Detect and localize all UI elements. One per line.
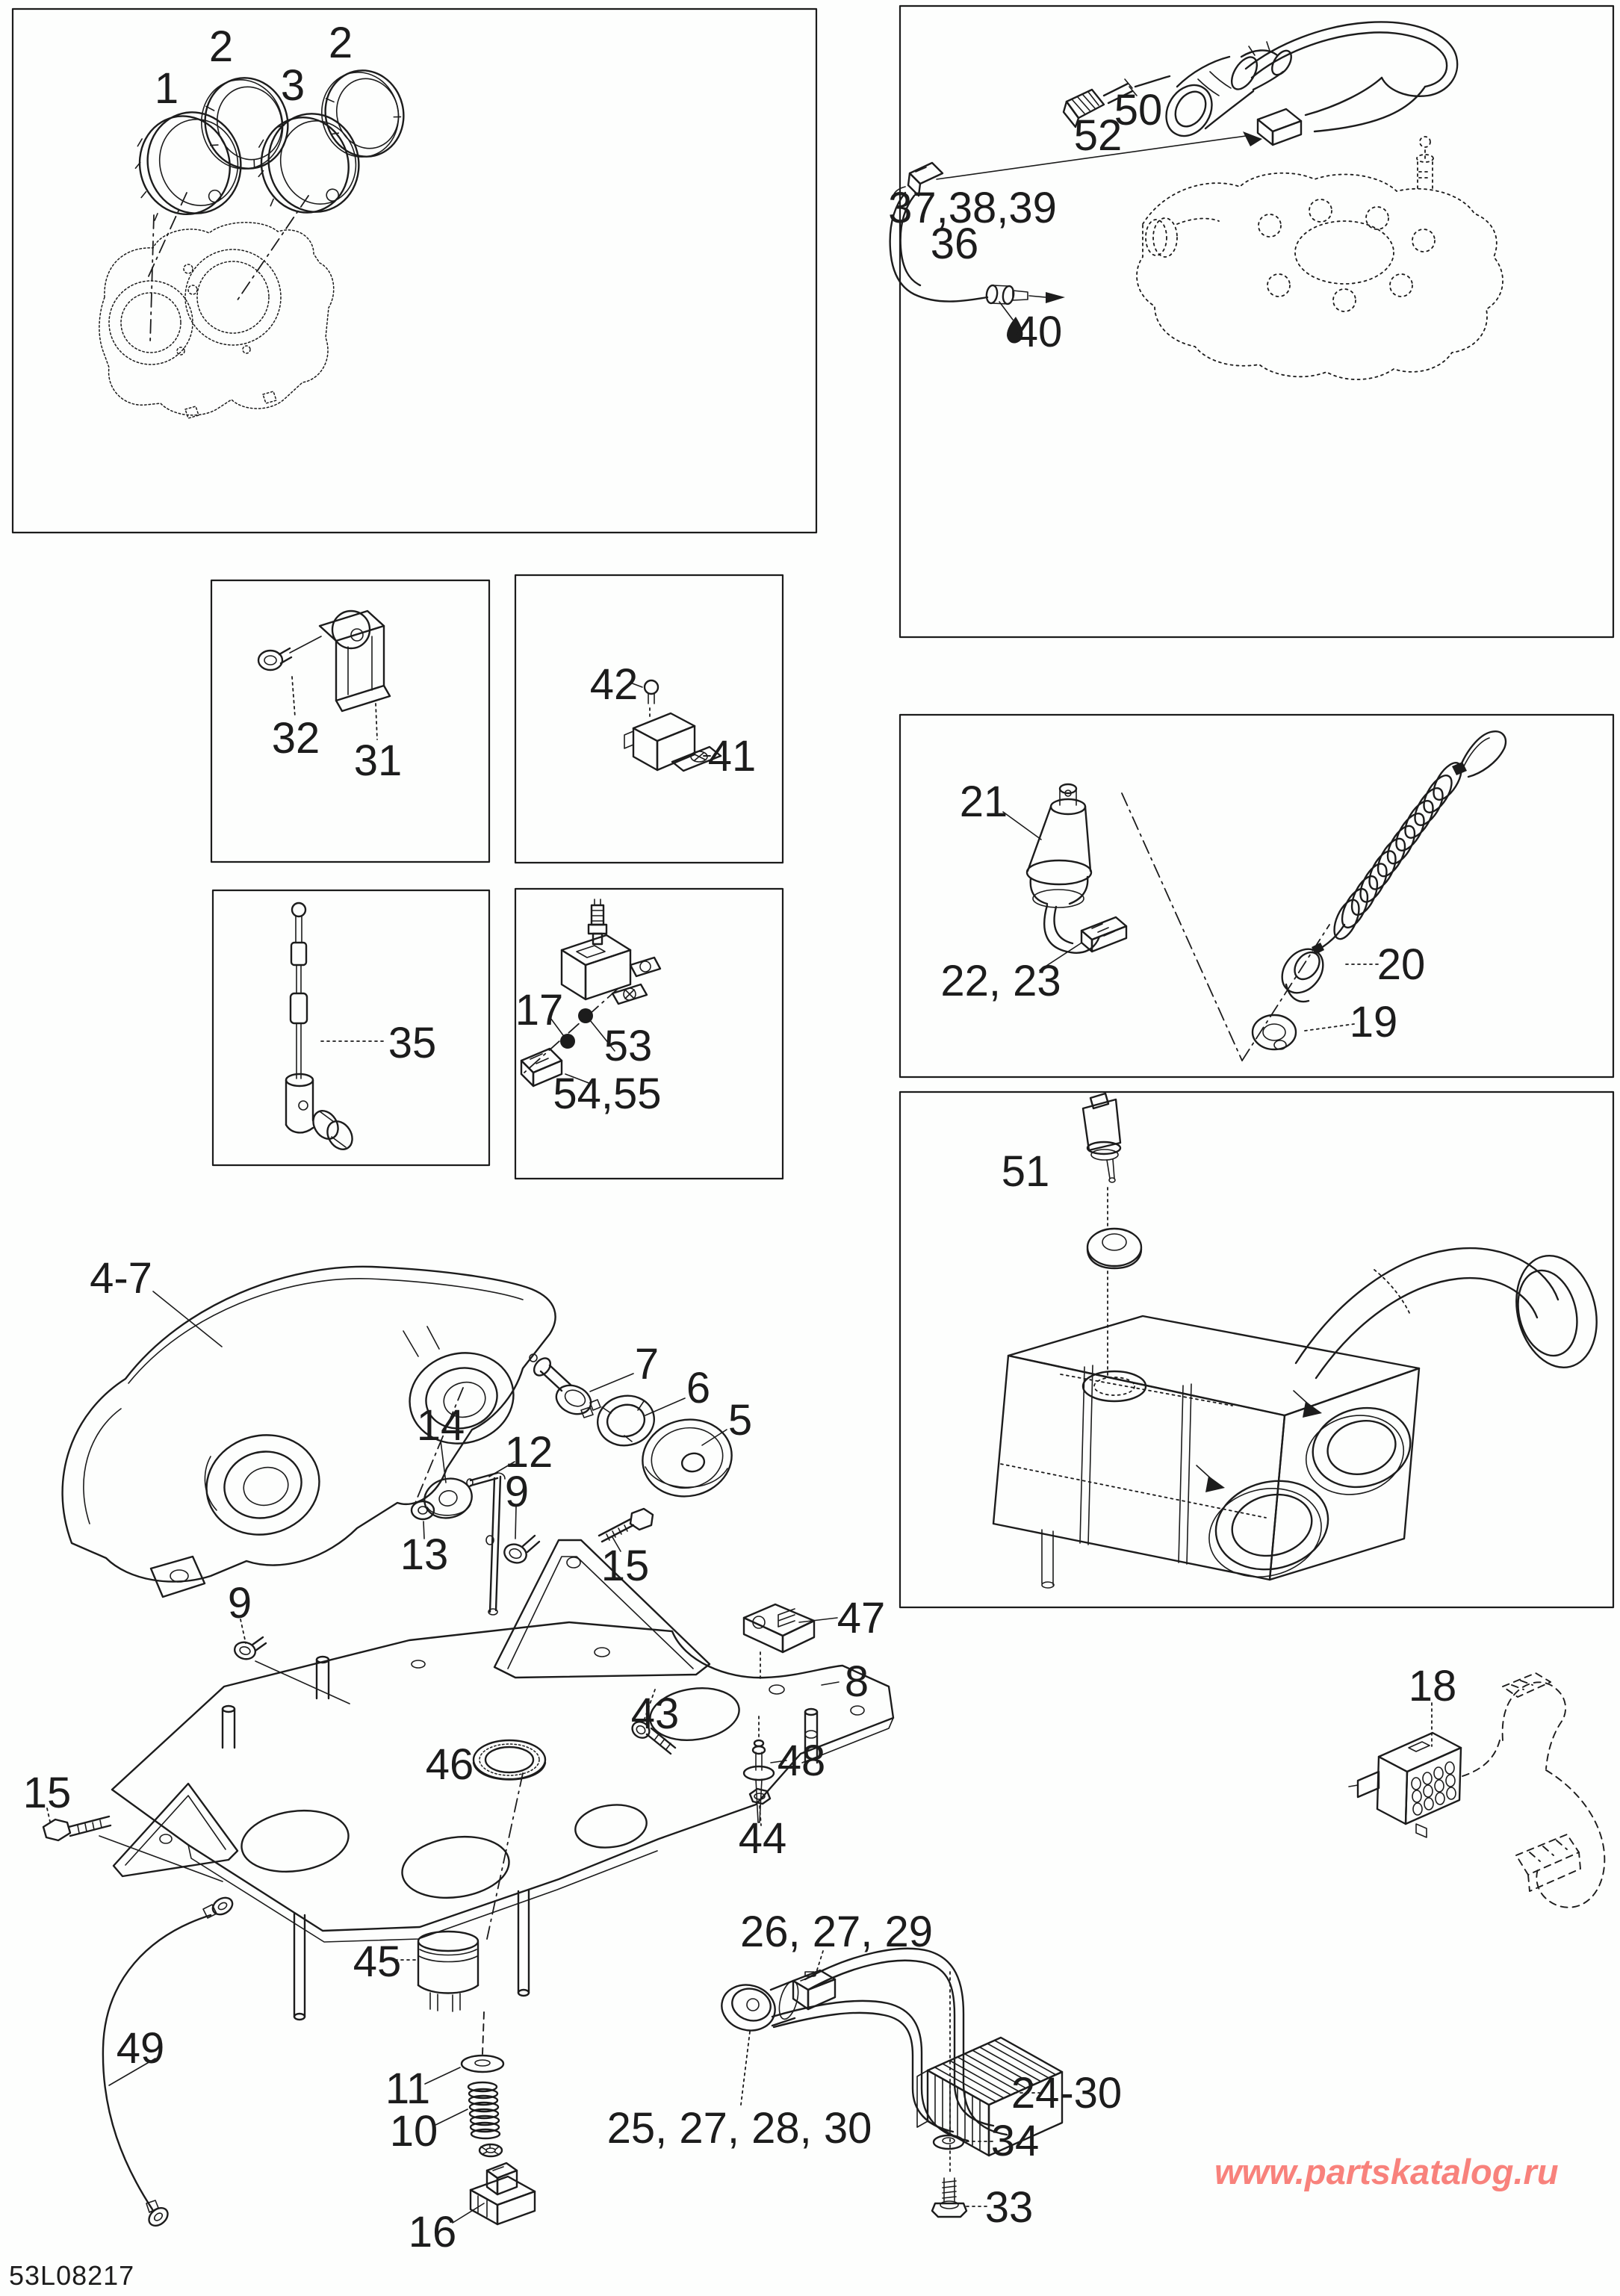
washer-11 <box>462 2055 503 2072</box>
part-label-40: 40 <box>1014 308 1063 356</box>
part-label-2a: 2 <box>208 22 234 71</box>
relay-drawing <box>624 680 721 771</box>
part-label-8: 8 <box>844 1657 869 1706</box>
part-label-44: 44 <box>738 1814 787 1863</box>
headlight-drawing <box>63 1267 739 1678</box>
panel-relay <box>515 575 783 863</box>
part-label-4-7: 4-7 <box>90 1254 152 1303</box>
grommet <box>1087 1229 1141 1268</box>
part-label-45: 45 <box>353 1937 402 1986</box>
panel-engine-harness <box>900 6 1613 637</box>
part-label-5: 5 <box>727 1396 753 1445</box>
air-intake-drawing <box>993 1093 1608 1589</box>
part-label-17: 17 <box>515 986 564 1034</box>
part-label-36: 36 <box>930 220 979 268</box>
part-label-24-30: 24-30 <box>1011 2069 1123 2117</box>
part-label-33: 33 <box>984 2183 1034 2232</box>
part-label-37-38-39: 37,38,39 <box>888 184 1057 232</box>
part-label-35: 35 <box>388 1019 437 1067</box>
part-label-3: 3 <box>280 61 305 110</box>
part-number-labels <box>23 19 1457 2256</box>
intake-silencer-body <box>993 1247 1608 1589</box>
harness-end-connector <box>1243 109 1301 146</box>
switch-16 <box>471 2163 535 2224</box>
panel-frames <box>13 6 1613 1607</box>
part-label-7: 7 <box>634 1340 660 1389</box>
instrument-cluster-drawing <box>99 62 413 418</box>
part-label-21: 21 <box>959 778 1008 826</box>
part-label-26-27-29: 26, 27, 29 <box>740 1908 933 1956</box>
part-label-14: 14 <box>416 1401 465 1450</box>
part-label-1: 1 <box>154 64 179 113</box>
plate-gusset-left <box>114 1784 238 1876</box>
part-label-49: 49 <box>116 2024 165 2073</box>
bolt-33 <box>932 2178 966 2217</box>
part-label-18: 18 <box>1408 1662 1457 1710</box>
washer-34 <box>934 2135 963 2149</box>
spark-plug-protector <box>1157 42 1295 144</box>
ring-19 <box>1253 1015 1296 1049</box>
connector-25-27-28-30 <box>716 1979 801 2037</box>
connector-18-drawing <box>1349 1673 1604 1908</box>
part-label-43: 43 <box>630 1690 680 1738</box>
relay-41 <box>624 713 721 771</box>
part-label-15-headlight: 15 <box>600 1542 650 1590</box>
rubber-cap-5 <box>636 1412 739 1505</box>
grommet-14 <box>420 1474 477 1523</box>
part-label-54-55: 54,55 <box>553 1070 662 1118</box>
screw-42 <box>645 680 658 704</box>
panel-fuel-level-sensor <box>213 890 489 1165</box>
harness-cables <box>1135 22 1457 131</box>
part-label-6: 6 <box>686 1364 711 1412</box>
part-label-10: 10 <box>389 2107 438 2156</box>
connector-22-23 <box>1081 917 1126 952</box>
part-label-9-plate: 9 <box>227 1579 252 1628</box>
part-label-47: 47 <box>837 1594 886 1642</box>
part-label-9-headlight: 9 <box>504 1468 530 1516</box>
engine-block-dashed <box>1137 137 1503 379</box>
tether-cord-drawing <box>1003 731 1506 1061</box>
watermark-link[interactable]: www.partskatalog.ru <box>1214 2152 1559 2191</box>
connector-18-pins <box>1412 1762 1456 1815</box>
bulb-7 <box>530 1354 600 1419</box>
screw-9-plate <box>233 1637 266 1661</box>
temp-sensor-51 <box>1083 1093 1120 1182</box>
part-label-15-plate: 15 <box>22 1769 72 1817</box>
part-label-52: 52 <box>1073 111 1123 160</box>
fuel-sensor-drawing <box>286 903 387 1154</box>
part-label-34: 34 <box>990 2117 1040 2165</box>
dess-post-21 <box>1027 784 1091 907</box>
part-label-13: 13 <box>400 1530 449 1579</box>
mating-harness-dashed <box>1462 1673 1604 1908</box>
cylinder-45 <box>418 1932 478 2011</box>
part-label-25-27-28-30: 25, 27, 28, 30 <box>606 2104 872 2153</box>
part-label-31: 31 <box>353 736 403 785</box>
part-label-19: 19 <box>1349 998 1398 1046</box>
spring-10 <box>468 2082 500 2138</box>
part-label-32: 32 <box>271 714 320 763</box>
part-label-50: 50 <box>1114 86 1163 134</box>
part-label-53: 53 <box>603 1022 653 1070</box>
screw-9-headlight <box>502 1536 539 1566</box>
screw-32 <box>258 648 291 670</box>
part-label-11: 11 <box>385 2064 431 2113</box>
block-47 <box>744 1604 814 1652</box>
voltage-regulator-drawing <box>716 1949 1062 2217</box>
part-label-48: 48 <box>777 1737 826 1785</box>
panel-instrument-cluster <box>13 9 816 533</box>
nut-44 <box>750 1789 770 1804</box>
part-label-20: 20 <box>1377 940 1426 989</box>
part-label-16: 16 <box>408 2208 457 2256</box>
part-label-46: 46 <box>425 1740 474 1789</box>
bolt-15-headlight <box>599 1509 653 1542</box>
part-label-51: 51 <box>1001 1147 1050 1196</box>
part-label-12: 12 <box>504 1428 553 1477</box>
knurled-ring-46 <box>474 1740 545 1780</box>
part-label-42: 42 <box>589 660 639 709</box>
pin-48 <box>744 1740 774 1822</box>
part-label-2b: 2 <box>328 19 353 67</box>
coiled-tether-cord <box>1312 731 1506 955</box>
part-label-41: 41 <box>707 732 757 781</box>
star-washer <box>480 2144 502 2156</box>
panel-gauge-bracket <box>211 580 489 862</box>
part-label-22-23: 22, 23 <box>940 957 1061 1005</box>
drawing-code: 53L08217 <box>9 2260 135 2291</box>
